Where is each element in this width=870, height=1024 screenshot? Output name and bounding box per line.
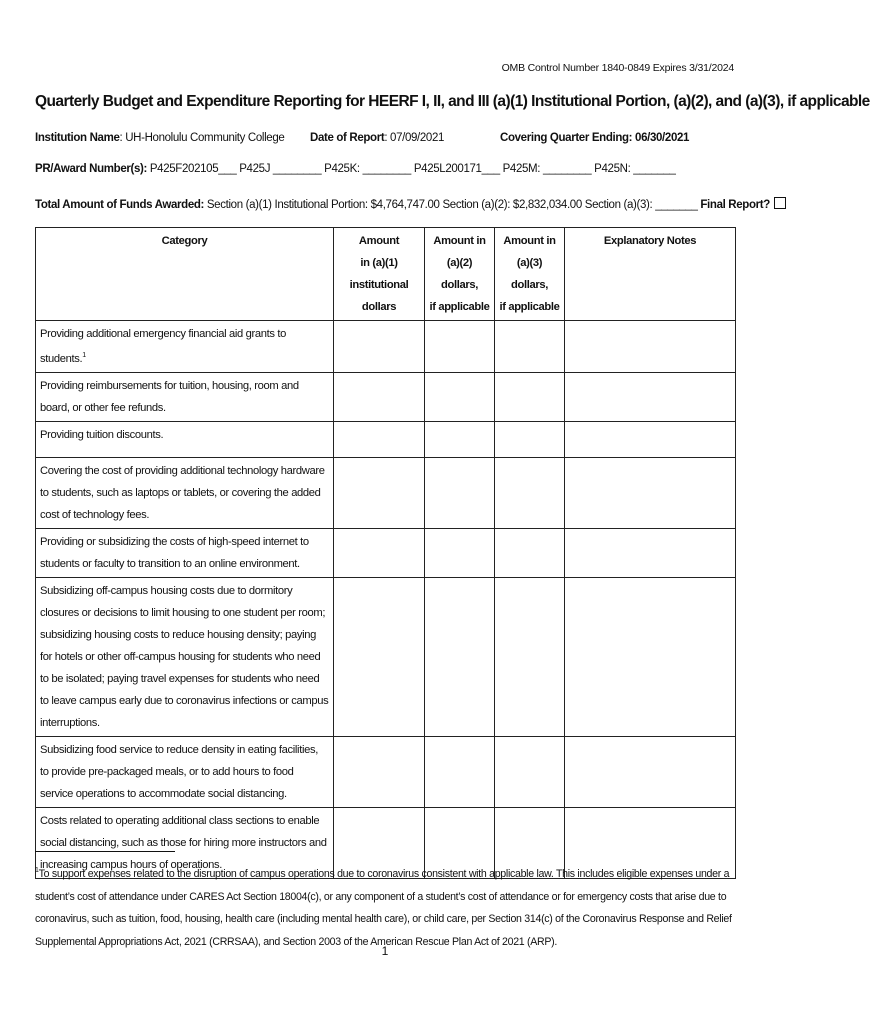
quarter-value: 06/30/2021 bbox=[635, 132, 690, 144]
notes-cell[interactable] bbox=[565, 458, 736, 529]
amount-a3-cell[interactable] bbox=[495, 422, 565, 458]
amount-a2-header-line: if applicable bbox=[429, 301, 490, 313]
amount-a2-cell[interactable] bbox=[425, 458, 495, 529]
omb-control-number: OMB Control Number 1840-0849 Expires 3/31/2024 bbox=[501, 62, 734, 74]
amount-a1-cell[interactable] bbox=[334, 737, 425, 808]
category-cell: Providing or subsidizing the costs of high-speed internet to students or faculty to transition to an online environment. bbox=[36, 529, 334, 578]
amount-a2-cell[interactable] bbox=[425, 373, 495, 422]
amount-a3-header-line: Amount in bbox=[503, 235, 556, 247]
amount-a2-header-line: Amount in bbox=[433, 235, 486, 247]
amount-a1-cell[interactable] bbox=[334, 321, 425, 373]
amount-a3-cell[interactable] bbox=[495, 737, 565, 808]
notes-cell[interactable] bbox=[565, 422, 736, 458]
table-row bbox=[36, 422, 736, 458]
table-row bbox=[36, 578, 736, 737]
amount-a3-cell[interactable] bbox=[495, 373, 565, 422]
amount-a3-header-line: (a)(3) dollars, bbox=[511, 257, 548, 291]
amount-a1-cell[interactable] bbox=[334, 578, 425, 737]
amount-a3-cell[interactable] bbox=[495, 578, 565, 737]
category-text: Providing additional emergency financial aid grants to students. bbox=[40, 328, 287, 365]
category-cell: Subsidizing food service to reduce density in eating facilities, to provide pre-packaged meals, or to add hours to food service operations to accommodate social distancing. bbox=[36, 737, 334, 808]
amount-a1-header-line: Amount bbox=[358, 235, 400, 247]
institution-value: : UH-Honolulu Community College bbox=[119, 132, 285, 144]
notes-cell[interactable] bbox=[565, 529, 736, 578]
award-value: P425F202105___ P425J ________ P425K: ________ P425L200171___ P425M: ________ P425N: _______ bbox=[147, 163, 676, 175]
amount-a3-header bbox=[495, 228, 565, 321]
page-title: Quarterly Budget and Expenditure Reporting for HEERF I, II, and III (a)(1) Institutional Portion, (a)(2), and (a)(3), if applicable bbox=[35, 93, 870, 110]
category-header: Category bbox=[36, 228, 334, 321]
footnote bbox=[35, 860, 735, 953]
category-cell: Providing reimbursements for tuition, housing, room and board, or other fee refunds. bbox=[36, 373, 334, 422]
table-header-row bbox=[36, 228, 736, 321]
category-cell: Providing tuition discounts. bbox=[36, 422, 334, 458]
quarter-label: Covering Quarter Ending: bbox=[500, 132, 633, 144]
amount-a1-cell[interactable] bbox=[334, 422, 425, 458]
amount-a1-header-line: in (a)(1) bbox=[360, 257, 398, 269]
institution-label: Institution Name bbox=[35, 132, 120, 144]
amount-a1-cell[interactable] bbox=[334, 458, 425, 529]
notes-cell[interactable] bbox=[565, 373, 736, 422]
page-number: 1 bbox=[381, 944, 389, 958]
category-cell: Covering the cost of providing additional technology hardware to students, such as laptops or tablets, or covering the added cost of technology fees. bbox=[36, 458, 334, 529]
notes-cell[interactable] bbox=[565, 737, 736, 808]
amount-a3-header-line: if applicable bbox=[499, 301, 560, 313]
report-header-line bbox=[35, 132, 690, 144]
explanatory-notes-header: Explanatory Notes bbox=[565, 228, 736, 321]
table-row bbox=[36, 373, 736, 422]
covering-quarter bbox=[500, 132, 689, 144]
footnote-marker: 1 bbox=[82, 352, 86, 359]
table-row bbox=[36, 321, 736, 373]
institution-name bbox=[35, 132, 284, 144]
award-numbers-line bbox=[35, 163, 676, 175]
amount-a2-cell[interactable] bbox=[425, 529, 495, 578]
footnote-mark: 1 bbox=[35, 867, 39, 874]
amount-a2-cell[interactable] bbox=[425, 578, 495, 737]
amount-a1-header bbox=[334, 228, 425, 321]
table-row bbox=[36, 737, 736, 808]
date-label: Date of Report bbox=[310, 132, 385, 144]
funds-label: Total Amount of Funds Awarded: bbox=[35, 199, 205, 211]
funds-value: Section (a)(1) Institutional Portion: $4,764,747.00 Section (a)(2): $2,832,034.00 Section (a)(3): _______ bbox=[204, 199, 701, 211]
footnote-divider bbox=[35, 851, 175, 852]
award-label: PR/Award Number(s): bbox=[35, 163, 147, 175]
table-row bbox=[36, 529, 736, 578]
date-value: : 07/09/2021 bbox=[384, 132, 445, 144]
funds-awarded-line bbox=[35, 197, 786, 211]
amount-a1-header-line: institutional dollars bbox=[349, 279, 409, 313]
amount-a2-cell[interactable] bbox=[425, 422, 495, 458]
date-of-report bbox=[310, 132, 444, 144]
category-cell bbox=[36, 321, 334, 373]
category-cell: Costs related to operating additional class sections to enable social distancing, such as those for hiring more instructors and increasing campus hours of operations. bbox=[36, 808, 334, 879]
amount-a3-cell[interactable] bbox=[495, 321, 565, 373]
notes-cell[interactable] bbox=[565, 321, 736, 373]
final-report-checkbox[interactable] bbox=[774, 197, 786, 209]
amount-a2-header-line: (a)(2) dollars, bbox=[441, 257, 478, 291]
amount-a2-cell[interactable] bbox=[425, 737, 495, 808]
amount-a1-cell[interactable] bbox=[334, 529, 425, 578]
amount-a1-cell[interactable] bbox=[334, 373, 425, 422]
amount-a3-cell[interactable] bbox=[495, 529, 565, 578]
budget-table bbox=[35, 227, 736, 879]
final-report-label: Final Report? bbox=[700, 199, 770, 211]
amount-a2-cell[interactable] bbox=[425, 321, 495, 373]
amount-a3-cell[interactable] bbox=[495, 458, 565, 529]
amount-a2-header bbox=[425, 228, 495, 321]
footnote-text: To support expenses related to the disruption of campus operations due to coronavirus consistent with applicable law. This includes eligible expenses under a student’s cost of attendance under CARES Act Section 18004(c), or any component of a student’s cost of attendance or for emergency costs that arise due to coronavirus, such as tuition, food, housing, health care (including mental health care), or child care, per Section 314(c) of the Coronavirus Response and Relief Supplemental Appropriations Act, 2021 (CRRSAA), and Section 2003 of the American Rescue Plan Act of 2021 (ARP). bbox=[35, 868, 732, 948]
table-row bbox=[36, 458, 736, 529]
notes-cell[interactable] bbox=[565, 578, 736, 737]
category-cell: Subsidizing off-campus housing costs due to dormitory closures or decisions to limit housing to one student per room; subsidizing housing costs to reduce housing density; paying for hotels or other off-campus housing for students who need to be isolated; paying travel expenses for students who need to leave campus early due to coronavirus infections or campus interruptions. bbox=[36, 578, 334, 737]
